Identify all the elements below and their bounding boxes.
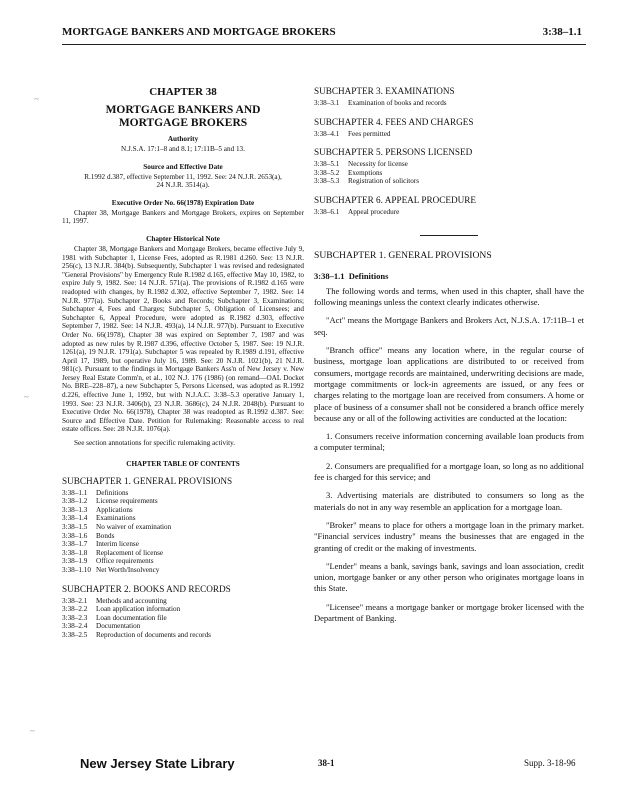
historical-note-text: Chapter 38, Mortgage Bankers and Mortgage Brokers, became effective July 9, 1981 with Subchapter 1, License Fees, adopted as R.1981 d.260. See: 13 N.J.R. 256(c), 13 N.J.R. 384(b). Subsequently, Subchapter 1 was revised and redesignated "General Provisions" by Emergency Rule R.1982 d.165, effective May 10, 1982, to expire July 9, 1982. See: 14 N.J.R. 571(a). The provisions of R.1982 d.165 were readopted with changes, by R.1982 d.302, effective September 7, 1982. See: 14 N.J.R. 977(a). Subchapter 2, Books and Records; Subchapter 3, Examinations; Subchapter 4, Fees and Charges; Subchapter 5, Obligation of Licensees; and Subchapter 6, Appeal Procedure, were adopted as R.1982 d.303, effective September 7, 1982. See: 14 N.J.R. 493(a), 14 N.J.R. 977(b). Pursuant to Executive Order No. 66(1978), Chapter 38 was expired on September 7, 1987 and was adopted as new rules by R.1987 d.396, effective October 5, 1987. See: 19 N.J.R. 1261(a), 19 N.J.R. 1791(a). Subchapter 5 was repealed by R.1989 d.191, effective April 17, 1989, but operative July 16, 1989. See: 20 N.J.R. 1021(b), 21 N.J.R. 981(c). Pursuant to the findings in Mortgage Bankers Ass'n of New Jersey v. New Jersey Real Estate Comm'n, et al., 102 N.J. 176 (1986) (on remand—OAL Docket No. BRE–228–87), a new Subchapter 5, Persons Licensed, was adopted as R.1992 d.226, effective June 1, 1992, but with N.J.A.C. 3:38–5.3 operative January 1, 1993. See: 23 N.J.R. 3406(b), 23 N.J.R. 3686(c), 24 N.J.R. 2048(b). Pursuant to Executive Order No. 66(1978), Chapter 38 was readopted as R.1992 d.387. See: Source and Effective Date. Petition for Rulemaking: Reasonable access to real estate offices. See: 28 N.J.R. 1076(a).	[62, 244, 304, 434]
definition-paragraph: The following words and terms, when used in this chapter, shall have the following meanings unless the context clearly indicates otherwise.	[314, 285, 584, 308]
toc-item-title: Exemptions	[348, 168, 383, 177]
right-column	[314, 86, 584, 624]
toc-item-number: 3:38–2.1	[62, 596, 88, 605]
toc-item-number: 3:38–1.3	[62, 505, 88, 514]
toc-item-title: Methods and accounting	[96, 596, 167, 605]
section-heading	[314, 271, 584, 282]
toc-item-title: Reproduction of documents and records	[96, 630, 211, 639]
toc-item-title: Applications	[96, 505, 133, 514]
supplement-date: Supp. 3-18-96	[524, 758, 576, 768]
toc-group	[314, 86, 584, 108]
definition-paragraph: "Act" means the Mortgage Bankers and Brokers Act, N.J.S.A. 17:11B–1 et seq.	[314, 315, 584, 337]
toc-item-number: 3:38–2.2	[62, 605, 88, 614]
toc-item-number: 3:38–1.5	[62, 523, 88, 531]
running-header	[62, 26, 582, 42]
toc-group	[314, 147, 584, 186]
definition-paragraph: "Branch office" means any location where, in the regular course of business, mortgage loan applications are distributed to or received from consumers, mortgage records are maintained, underwriting decisions are made, mortgage commitments or lock-in agreements are issued, or any fees or charges relating to the mortgage loan are received from consumers. A home or place of business of a consumer shall not be considered a branch office merely because any or all of the following activities are conducted at the location:	[314, 345, 584, 423]
toc-item	[62, 566, 304, 575]
toc-item	[62, 489, 304, 498]
toc-item-number: 3:38–1.4	[62, 514, 88, 523]
section-divider	[420, 235, 478, 236]
toc-heading: CHAPTER TABLE OF CONTENTS	[126, 459, 240, 468]
toc-item-title: Replacement of license	[96, 548, 164, 557]
toc-group	[314, 195, 584, 217]
running-header-section: 3:38–1.1	[542, 26, 582, 38]
toc-item-title: Registration of solicitors	[348, 177, 420, 186]
list-item: 1. Consumers receive information concerning available loan products from a computer terminal;	[314, 431, 584, 453]
toc-item-title: Documentation	[96, 622, 141, 631]
toc-subchapter-title: SUBCHAPTER 3. EXAMINATIONS	[314, 86, 455, 96]
page-footer	[0, 756, 618, 776]
toc-subchapter-title: SUBCHAPTER 6. APPEAL PROCEDURE	[314, 194, 477, 205]
margin-mark: ~	[24, 392, 29, 402]
toc-item-number: 3:38–1.10	[62, 565, 91, 574]
source-heading: Source and Effective Date	[143, 162, 223, 171]
toc-item-number: 3:38–1.6	[62, 531, 88, 540]
toc-subchapter-title: SUBCHAPTER 2. BOOKS AND RECORDS	[62, 583, 231, 594]
toc-item	[314, 169, 584, 178]
definition-paragraph: "Broker" means to place for others a mortgage loan in the primary market. "Financial services industry" means the businesses that are engaged in the granting of credit or the making of investments.	[314, 519, 584, 553]
toc-item	[314, 177, 584, 186]
toc-item	[62, 557, 304, 566]
toc-item-number: 3:38–5.1	[314, 160, 340, 169]
toc-item-title: Examination of books and records	[348, 99, 447, 107]
definition-paragraph: "Licensee" means a mortgage banker or mortgage broker licensed with the Department of Banking.	[314, 601, 584, 623]
toc-item-number: 3:38–5.2	[314, 168, 340, 177]
toc-item-title: No waiver of examination	[96, 523, 172, 531]
page-number: 38-1	[318, 758, 335, 768]
header-rule	[62, 44, 586, 45]
toc-item-number: 3:38–1.1	[62, 488, 88, 497]
historical-note-heading: Chapter Historical Note	[146, 234, 220, 243]
toc-item	[62, 540, 304, 549]
left-column	[62, 86, 304, 640]
toc-item	[62, 549, 304, 558]
exec-order-heading: Executive Order No. 66(1978) Expiration Date	[111, 198, 255, 207]
toc-item-title: Interim license	[96, 540, 139, 549]
toc-item-number: 3:38–6.1	[314, 207, 340, 216]
toc-subchapter-title: SUBCHAPTER 5. PERSONS LICENSED	[314, 147, 473, 158]
toc-item-title: License requirements	[96, 497, 158, 506]
library-stamp: New Jersey State Library	[80, 756, 235, 771]
subchapter-heading: SUBCHAPTER 1. GENERAL PROVISIONS	[314, 249, 492, 261]
chapter-title: MORTGAGE BANKERS AND MORTGAGE BROKERS	[105, 104, 261, 129]
toc-item-number: 3:38–4.1	[314, 129, 340, 138]
toc-group	[62, 584, 304, 640]
toc-item	[62, 614, 304, 623]
toc-group	[62, 476, 304, 575]
source-text: R.1992 d.387, effective September 11, 1992. See: 24 N.J.R. 2653(a), 24 N.J.R. 3514(a).	[84, 172, 282, 190]
toc-item-title: Fees permitted	[348, 129, 391, 138]
section-number: 3:38–1.1	[314, 270, 345, 281]
toc-item-title: Necessity for license	[348, 160, 408, 169]
authority-text: N.J.S.A. 17:1–8 and 8.1; 17:11B–5 and 13.	[121, 145, 245, 153]
toc-subchapter-title: SUBCHAPTER 1. GENERAL PROVISIONS	[62, 475, 233, 486]
toc-item	[314, 99, 584, 108]
running-header-title: MORTGAGE BANKERS AND MORTGAGE BROKERS	[62, 26, 336, 38]
section-title: Definitions	[348, 270, 389, 281]
toc-item-number: 3:38–3.1	[314, 99, 340, 107]
chapter-number: CHAPTER 38	[149, 86, 217, 98]
definition-paragraph: "Lender" means a bank, savings bank, savings and loan association, credit union, mortgage banker or any other person who originates mortgage loans in this State.	[314, 560, 584, 594]
toc-item	[62, 597, 304, 606]
toc-item	[62, 506, 304, 515]
exec-order-text: Chapter 38, Mortgage Bankers and Mortgage Brokers, expires on September 11, 1997.	[62, 208, 304, 226]
toc-item	[62, 497, 304, 506]
toc-item	[62, 514, 304, 523]
toc-item-title: Net Worth/Insolvency	[96, 565, 160, 574]
toc-item	[62, 631, 304, 640]
toc-item-number: 3:38–2.3	[62, 613, 88, 622]
margin-mark: ~	[34, 94, 39, 104]
toc-item	[62, 605, 304, 614]
list-item: 2. Consumers are prequalified for a mortgage loan, so long as no additional fee is charged for this service; and	[314, 460, 584, 483]
toc-item-number: 3:38–1.7	[62, 540, 88, 549]
toc-item-number: 3:38–1.2	[62, 497, 88, 506]
list-item: 3. Advertising materials are distributed to consumers so long as the materials do not in any way resemble an application for a mortgage loan.	[314, 490, 584, 512]
toc-item-number: 3:38–1.9	[62, 557, 88, 566]
toc-item	[62, 532, 304, 541]
toc-item-number: 3:38–5.3	[314, 177, 340, 186]
toc-item-title: Examinations	[96, 514, 136, 523]
toc-item-number: 3:38–1.8	[62, 548, 88, 557]
toc-item	[314, 130, 584, 139]
toc-item	[314, 160, 584, 169]
toc-item-title: Bonds	[96, 531, 115, 540]
toc-item-title: Definitions	[96, 488, 129, 497]
toc-subchapter-title: SUBCHAPTER 4. FEES AND CHARGES	[314, 116, 474, 127]
annotation-note: See section annotations for specific rulemaking activity.	[74, 439, 236, 448]
toc-group	[314, 117, 584, 139]
toc-item	[62, 622, 304, 631]
margin-mark: ~	[30, 726, 35, 736]
toc-item-number: 3:38–2.4	[62, 622, 88, 631]
toc-item	[62, 523, 304, 532]
toc-item-title: Loan documentation file	[96, 613, 167, 622]
toc-item-title: Office requirements	[96, 557, 154, 566]
toc-item-number: 3:38–2.5	[62, 630, 88, 639]
authority-heading: Authority	[167, 135, 199, 143]
toc-item	[314, 208, 584, 217]
toc-item-title: Appeal procedure	[348, 207, 400, 216]
toc-item-title: Loan application information	[96, 605, 181, 614]
